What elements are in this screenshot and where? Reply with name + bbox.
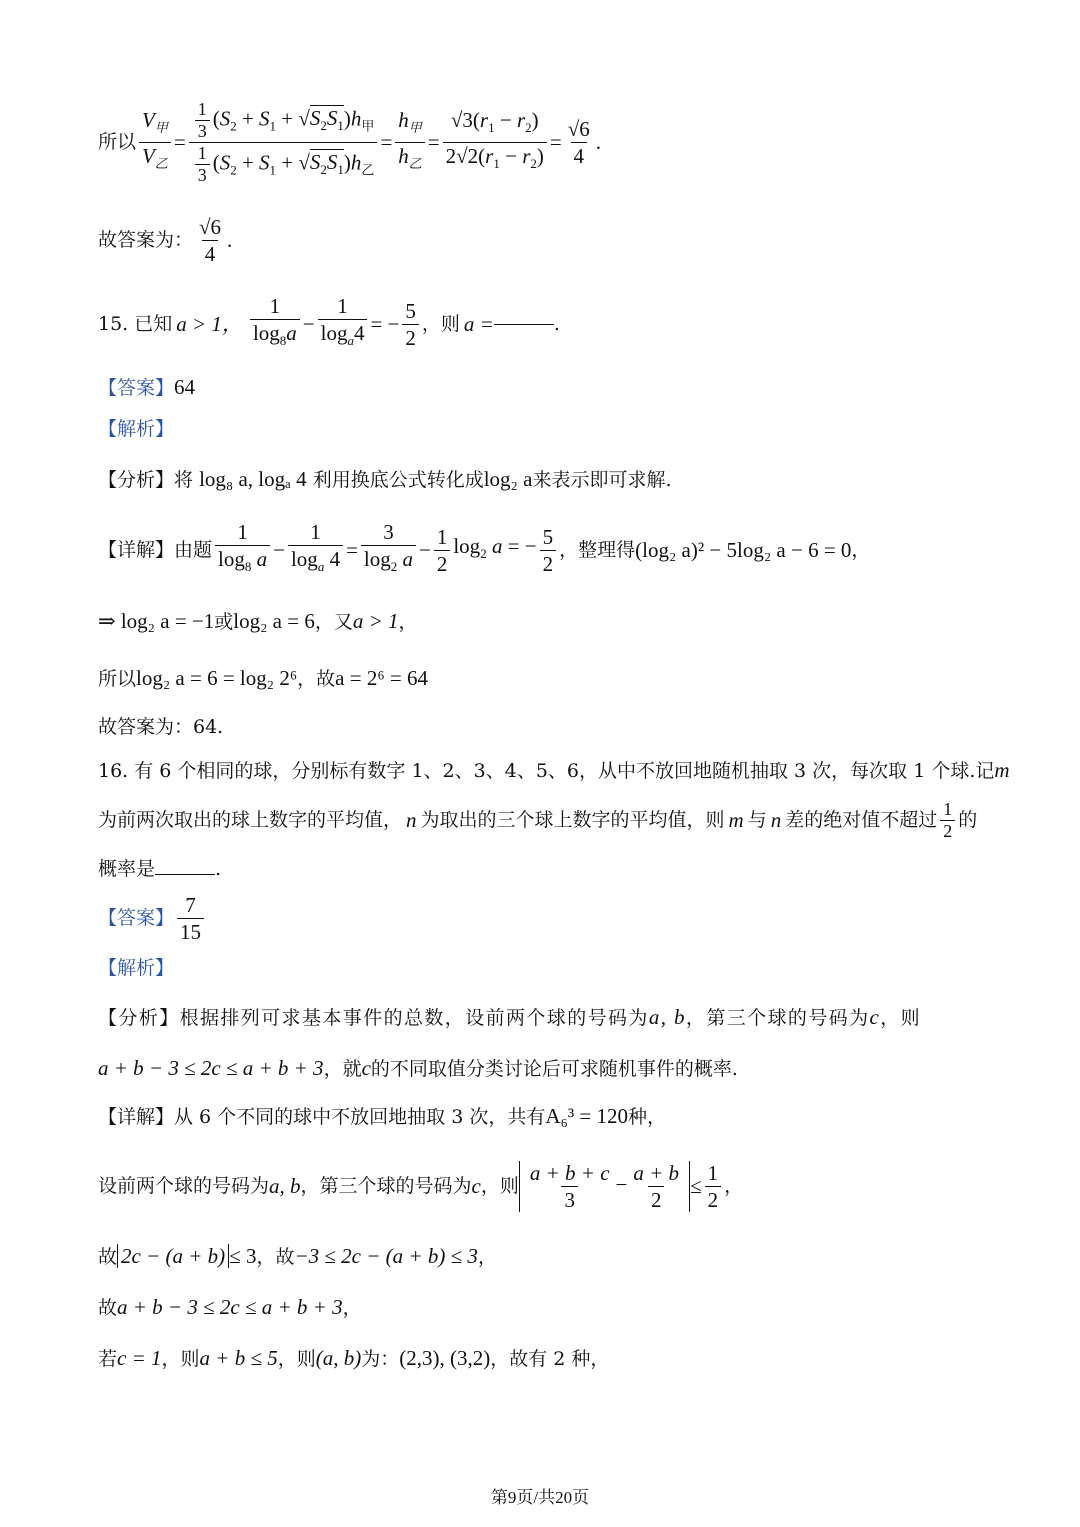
- detail-16-line-4: 故a + b − 3 ≤ 2c ≤ a + b + 3，: [98, 1295, 362, 1319]
- detail-16-line-3: 故 2c − (a + b) ≤ 3，故−3 ≤ 2c − (a + b) ≤ 3，: [98, 1244, 497, 1268]
- big-fraction: $\frac{1}{3}$ $(S_2 + S_1 + √S_2S_1)h_甲$ $\frac{1}{3}$ $(S_2 + S_1 + √S_2S_1)h_乙$: [189, 100, 378, 185]
- analysis-heading-15: 【解析】: [98, 418, 175, 440]
- r-ratio-fraction: $\frac{√3(r_1 - r_2)}{2√2(r_1 - r_2)}$: [443, 108, 547, 175]
- answer-line-15: 故答案为：64.: [98, 716, 224, 738]
- answer-blank: [155, 874, 215, 875]
- question-16-line-3: 概率是 .: [98, 858, 222, 880]
- volume-ratio-line: 所以 $\frac{V_甲}{V_乙}$ = $\frac{1}{3}$ $(S_2 + S_1 + √S_2S_1)h_甲$ $\frac{1}{3}$ $(S_2 + S_1 + √S_2S_1)h_乙$ = $\frac{h_甲}{h_乙}$ = $\frac{√3(r_1 - r_2)}{2√2(r_1 - r_2)}$ = $\frac{√6}{4}$ .: [98, 98, 602, 185]
- answer-16: 【答案】 $\frac{7}{15}$: [98, 892, 207, 944]
- detail-16: 【详解】从 6 个不同的球中不放回地抽取 3 次，共有A₆³ = 120种，: [98, 1104, 667, 1128]
- answer-line-14: 故答案为： $\frac{√6}{4}$ .: [98, 214, 233, 266]
- analysis-heading-16: 【解析】: [98, 957, 175, 979]
- answer-fraction: $\frac{√6}{4}$: [199, 214, 222, 266]
- so-text: 所以: [98, 131, 137, 153]
- question-16-line-2: 为前两次取出的球上数字的平均值， n 为取出的三个球上数字的平均值，则 m 与 n 差的绝对值不超过 $\frac{1}{2}$ 的: [98, 798, 978, 841]
- derivation-line-1: ⇒ log₂ a = −1或log₂ a = 6，又a > 1，: [98, 609, 418, 633]
- detail-16-line-2: 设前两个球的号码为 a, b ，第三个球的号码为 c ，则 $\frac{a + b + c}{3}$ − $\frac{a + b}{2}$ ≤ $\frac{1}{2}$ ，: [98, 1160, 744, 1212]
- derivation-line-2: 所以log₂ a = 6 = log₂ 2⁶，故a = 2⁶ = 64: [98, 666, 429, 690]
- detail-15: 【详解】 由题 $\frac{1}{\log_8 a}$ − $\frac{1}{\log_a 4}$ = $\frac{3}{\log_2 a}$ − $\frac{1}{2}$ $\log_2 a$ = − $\frac{5}{2}$ ，整理得 (log₂ a)² − 5log₂ a − 6 = 0 ，: [98, 520, 870, 580]
- answer-15: 【答案】64: [98, 375, 196, 399]
- page-footer: 第9页/共20页: [490, 1488, 590, 1507]
- question-15: 15. 已知 a > 1， $\frac{1}{\log_8a}$ − $\frac{1}{\log_a4}$ = − $\frac{5}{2}$ ，则 a = .: [98, 294, 560, 354]
- abs-expression: $\frac{a + b + c}{3}$ − $\frac{a + b}{2}$: [519, 1161, 690, 1212]
- detail-16-line-5: 若c = 1，则a + b ≤ 5，则(a, b)为：(2,3), (3,2)，故有 2 种，: [98, 1346, 610, 1370]
- answer-label: 故答案为：: [98, 229, 194, 251]
- analysis-15: 【分析】将 log₈ a, logₐ 4 利用换底公式转化成log₂ a来表示即可求解.: [98, 467, 672, 491]
- v-ratio-fraction: $\frac{V_甲}{V_乙}$: [139, 108, 171, 175]
- question-16-line-1: 16. 有 6 个相同的球，分别标有数字 1、2、3、4、5、6，从中不放回地随机抽取 3 次，每次取 1 个球.记m: [98, 758, 1010, 782]
- analysis-16-cont: a + b − 3 ≤ 2c ≤ a + b + 3，就c的不同取值分类讨论后可求随机事件的概率.: [98, 1056, 738, 1080]
- result-fraction: $\frac{√6}{4}$: [567, 116, 590, 168]
- h-ratio-fraction: $\frac{h_甲}{h_乙}$: [395, 108, 425, 175]
- answer-blank: [494, 324, 554, 325]
- analysis-16: 【分析】根据排列可求基本事件的总数，设前两个球的号码为a, b，第三个球的号码为c，则: [98, 1005, 922, 1029]
